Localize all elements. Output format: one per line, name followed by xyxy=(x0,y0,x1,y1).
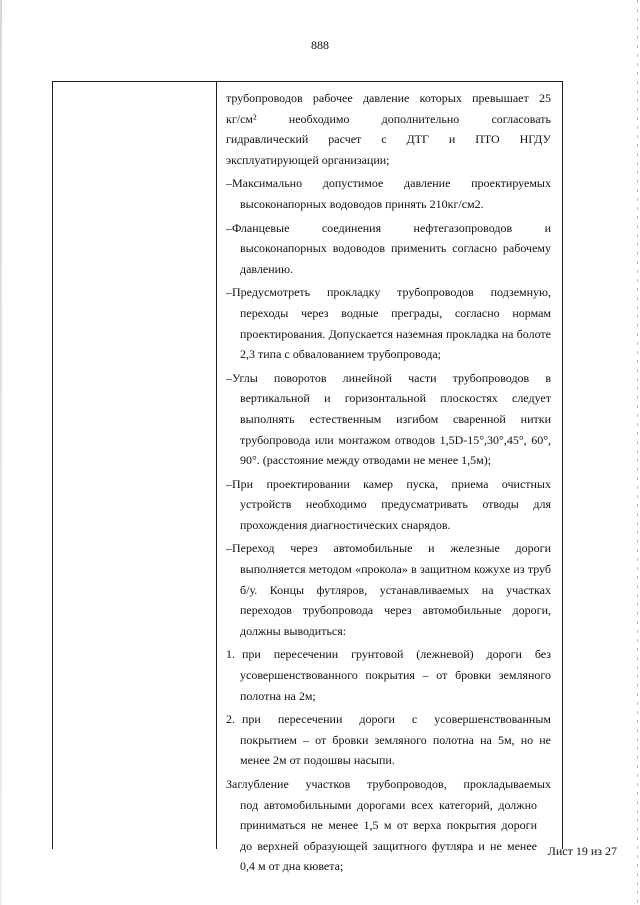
text-line: кг/см² необходимо дополнительно согласовать xyxy=(226,111,551,126)
text-line: трубопровода или монтажом отводов 1,5D-15°,30°,45°, 60°, xyxy=(240,432,551,447)
column-divider xyxy=(216,81,217,849)
text-line: выполняется методом «прокола» в защитном кожухе из труб xyxy=(240,562,551,577)
text-line: 90°. (расстояние между отводами не менее 1,5м); xyxy=(240,453,492,468)
text-line: гидравлический расчет с ДТГ и ПТО НГДУ xyxy=(226,132,551,147)
text-line xyxy=(226,709,551,730)
text-line: Заглубление участков трубопроводов, прокладываемых xyxy=(226,777,551,791)
text-line: покрытием – от бровки земляного полотна на 5м, но не xyxy=(240,732,551,747)
text-line: –Углы поворотов линейной части трубопроводов в xyxy=(226,370,551,385)
text-line: под автомобильными дорогами всех категорий, должно xyxy=(240,797,537,812)
page-number: 888 xyxy=(311,38,329,52)
text-line: –При проектировании камер пуска, приема очистных xyxy=(226,476,551,491)
text-line: высоконапорных водоводов принять 210кг/см2. xyxy=(240,196,484,211)
numbered-item-dirt-road xyxy=(226,644,551,706)
text-line: выполнять естественным изгибом сваренной нитки xyxy=(240,411,551,426)
text-line: –Максимально допустимое давление проектируемых xyxy=(226,176,551,191)
text-line: до верхней образующей защитного футляра и не менее xyxy=(240,838,537,853)
numbered-item-paved-road xyxy=(226,709,551,771)
text-line: переходы через водные преграды, согласно нормам xyxy=(240,305,551,320)
text-line: –Фланцевые соединения нефтегазопроводов и xyxy=(226,220,551,235)
text-line xyxy=(226,644,551,665)
text-line: –Переход через автомобильные и железные дороги xyxy=(226,541,551,556)
text-line: давлению. xyxy=(240,261,294,276)
scan-edge xyxy=(637,0,638,905)
text-line: высоконапорных водоводов применить согласно рабочему xyxy=(240,241,551,256)
scan-edge xyxy=(0,0,2,905)
bullet-underground-laying xyxy=(226,282,551,364)
sheet-counter: Лист 19 из 27 xyxy=(547,844,617,858)
bullet-turn-angles xyxy=(226,368,551,471)
requirements-text xyxy=(226,88,551,877)
bullet-flange-connections xyxy=(226,218,551,280)
text-line: эксплуатирующей организации; xyxy=(226,152,390,167)
list-number: 1. xyxy=(226,647,235,662)
paragraph-burial-depth xyxy=(226,774,551,877)
text-line: при пересечении грунтовой (лежневой) дороги без xyxy=(242,647,551,662)
text-line: должны выводиться: xyxy=(240,623,347,638)
text-line: переходов трубопровода через автомобильные дороги, xyxy=(240,603,551,618)
text-line: усовершенствованного покрытия – от бровки земляного xyxy=(240,668,551,683)
bullet-launch-chambers xyxy=(226,474,551,536)
list-number: 2. xyxy=(226,712,235,727)
text-line: трубопроводов рабочее давление которых превышает 25 xyxy=(226,91,551,105)
paragraph-pipeline-pressure xyxy=(226,88,551,170)
bullet-max-pressure xyxy=(226,173,551,214)
text-line: прохождения диагностических снарядов. xyxy=(240,517,451,532)
text-line: проектирования. Допускается наземная прокладка на болоте xyxy=(240,326,551,341)
text-line: 0,4 м от дна кювета; xyxy=(240,859,344,874)
text-line: вертикальной и горизонтальной плоскостях следует xyxy=(240,391,551,406)
text-line: устройств необходимо предусматривать отводы для xyxy=(240,497,551,512)
text-line: –Предусмотреть прокладку трубопроводов подземную, xyxy=(226,285,551,300)
text-line: 2,3 типа с обвалованием трубопровода; xyxy=(240,347,441,362)
text-line: б/у. Концы футляров, устанавливаемых на участках xyxy=(240,582,551,597)
text-line: при пересечении дороги с усовершенствованным xyxy=(242,712,551,727)
text-line: приниматься не менее 1,5 м от верха покрытия дороги xyxy=(240,818,537,833)
bullet-road-crossing xyxy=(226,538,551,641)
text-line: менее 2м от подошвы насыпи. xyxy=(240,753,395,768)
text-line: полотна на 2м; xyxy=(240,688,316,703)
